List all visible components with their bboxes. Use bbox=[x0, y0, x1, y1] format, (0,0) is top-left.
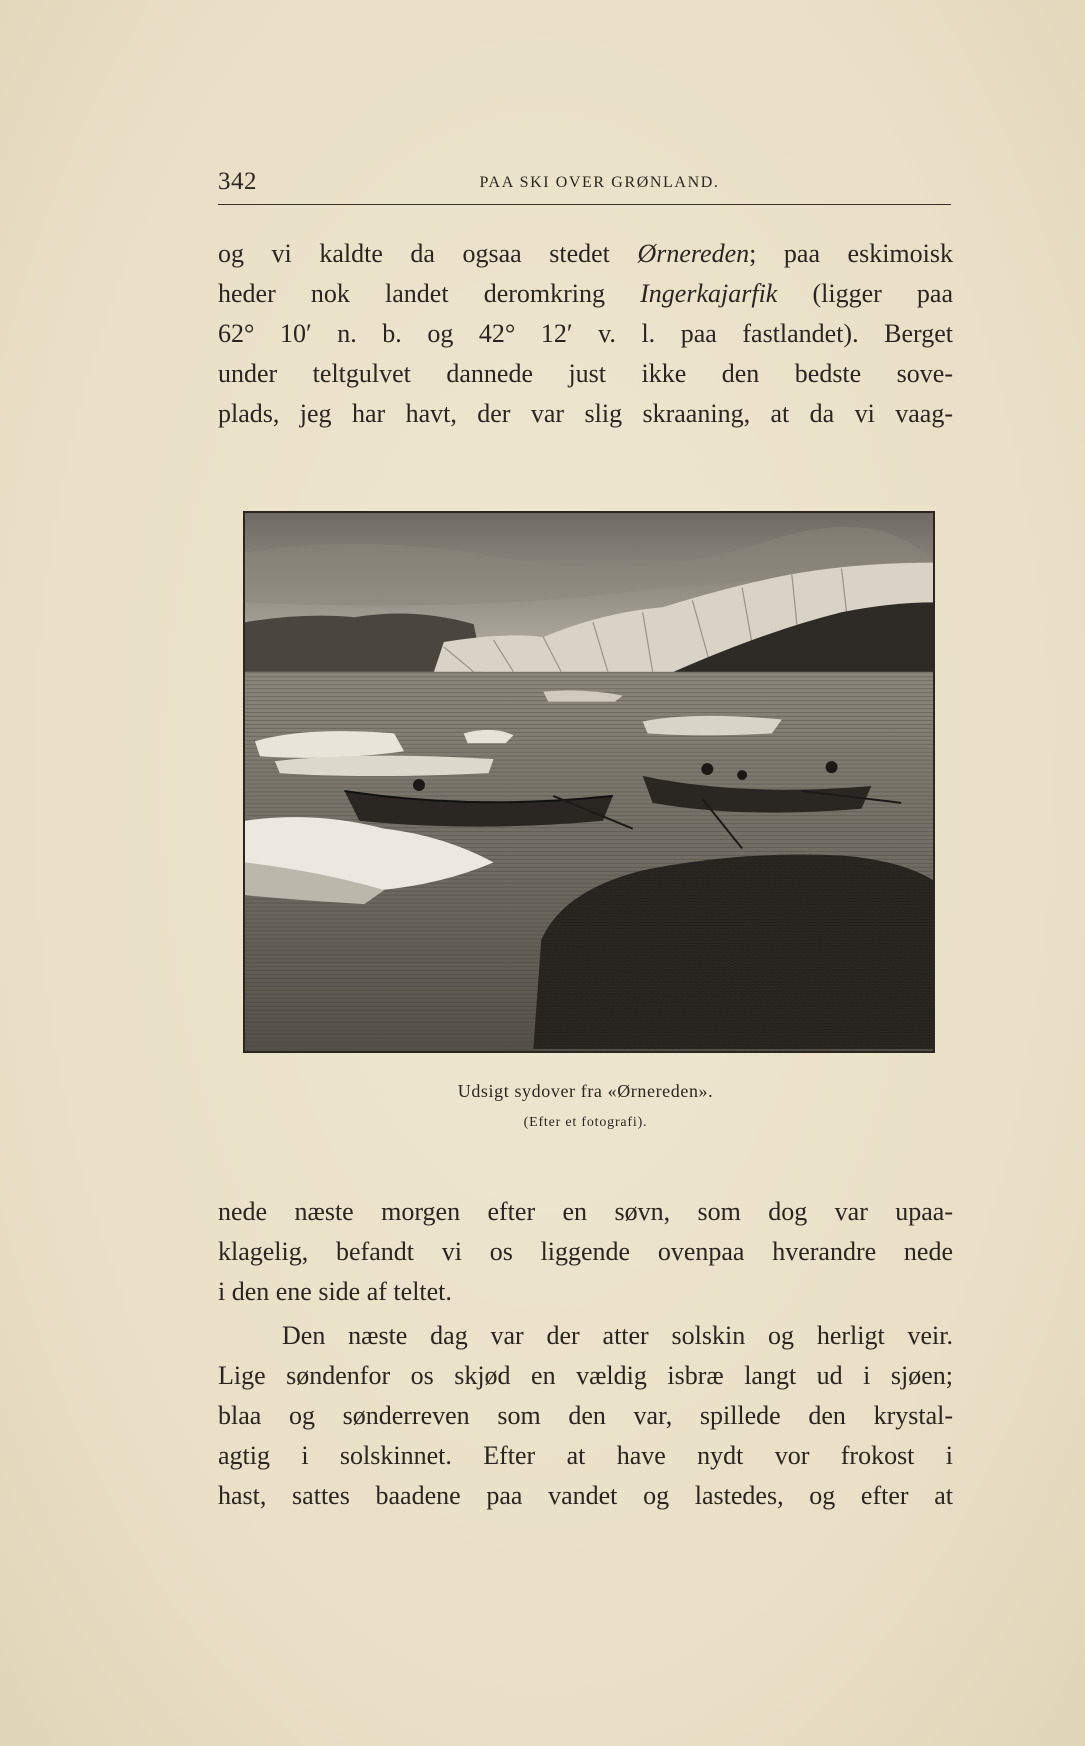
page-number: 342 bbox=[218, 168, 257, 195]
running-title: PAA SKI OVER GRØNLAND. bbox=[479, 174, 720, 191]
text-line: hast, sattes baadene paa vandet og lastedes, og efter at bbox=[218, 1481, 953, 1510]
text-line: Den næste dag var der atter solskin og herligt veir. bbox=[282, 1321, 953, 1350]
paragraph-3 bbox=[218, 1316, 953, 1516]
text-line: i den ene side af teltet. bbox=[218, 1277, 452, 1306]
figure-credit: (Efter et fotografi). bbox=[523, 1115, 648, 1130]
text-line: Lige søndenfor os skjød en vældig isbræ langt ud i sjøen; bbox=[218, 1361, 953, 1390]
text-line: nede næste morgen efter en søvn, som dog var upaa- bbox=[218, 1197, 953, 1226]
text-line: klagelig, befandt vi os liggende ovenpaa hverandre nede bbox=[218, 1237, 953, 1266]
paragraph-2 bbox=[218, 1192, 953, 1312]
text-line: blaa og sønderreven som den var, spillede den krystal- bbox=[218, 1401, 953, 1430]
text-line: under teltgulvet dannede just ikke den bedste sove- bbox=[218, 359, 953, 388]
figure-caption: Udsigt sydover fra «Ørnereden». bbox=[457, 1081, 714, 1101]
text-line: heder nok landet deromkring Ingerkajarfik (ligger paa bbox=[218, 279, 953, 308]
engraving-illustration bbox=[243, 511, 935, 1053]
place-name-ingerkajarfik: Ingerkajarfik bbox=[640, 279, 778, 308]
text-line: plads, jeg har havt, der var slig skraaning, at da vi vaag- bbox=[218, 399, 953, 428]
place-name-ornereden: Ørnereden bbox=[637, 239, 750, 268]
text-line: 62° 10′ n. b. og 42° 12′ v. l. paa fastlandet). Berget bbox=[218, 319, 953, 348]
fjord-engraving bbox=[245, 513, 933, 1051]
text-line: og vi kaldte da ogsaa stedet Ørnereden; paa eskimoisk bbox=[218, 239, 953, 268]
page-header bbox=[218, 168, 951, 205]
text-line: agtig i solskinnet. Efter at have nydt vor frokost i bbox=[218, 1441, 953, 1470]
paragraph-1 bbox=[218, 234, 953, 434]
